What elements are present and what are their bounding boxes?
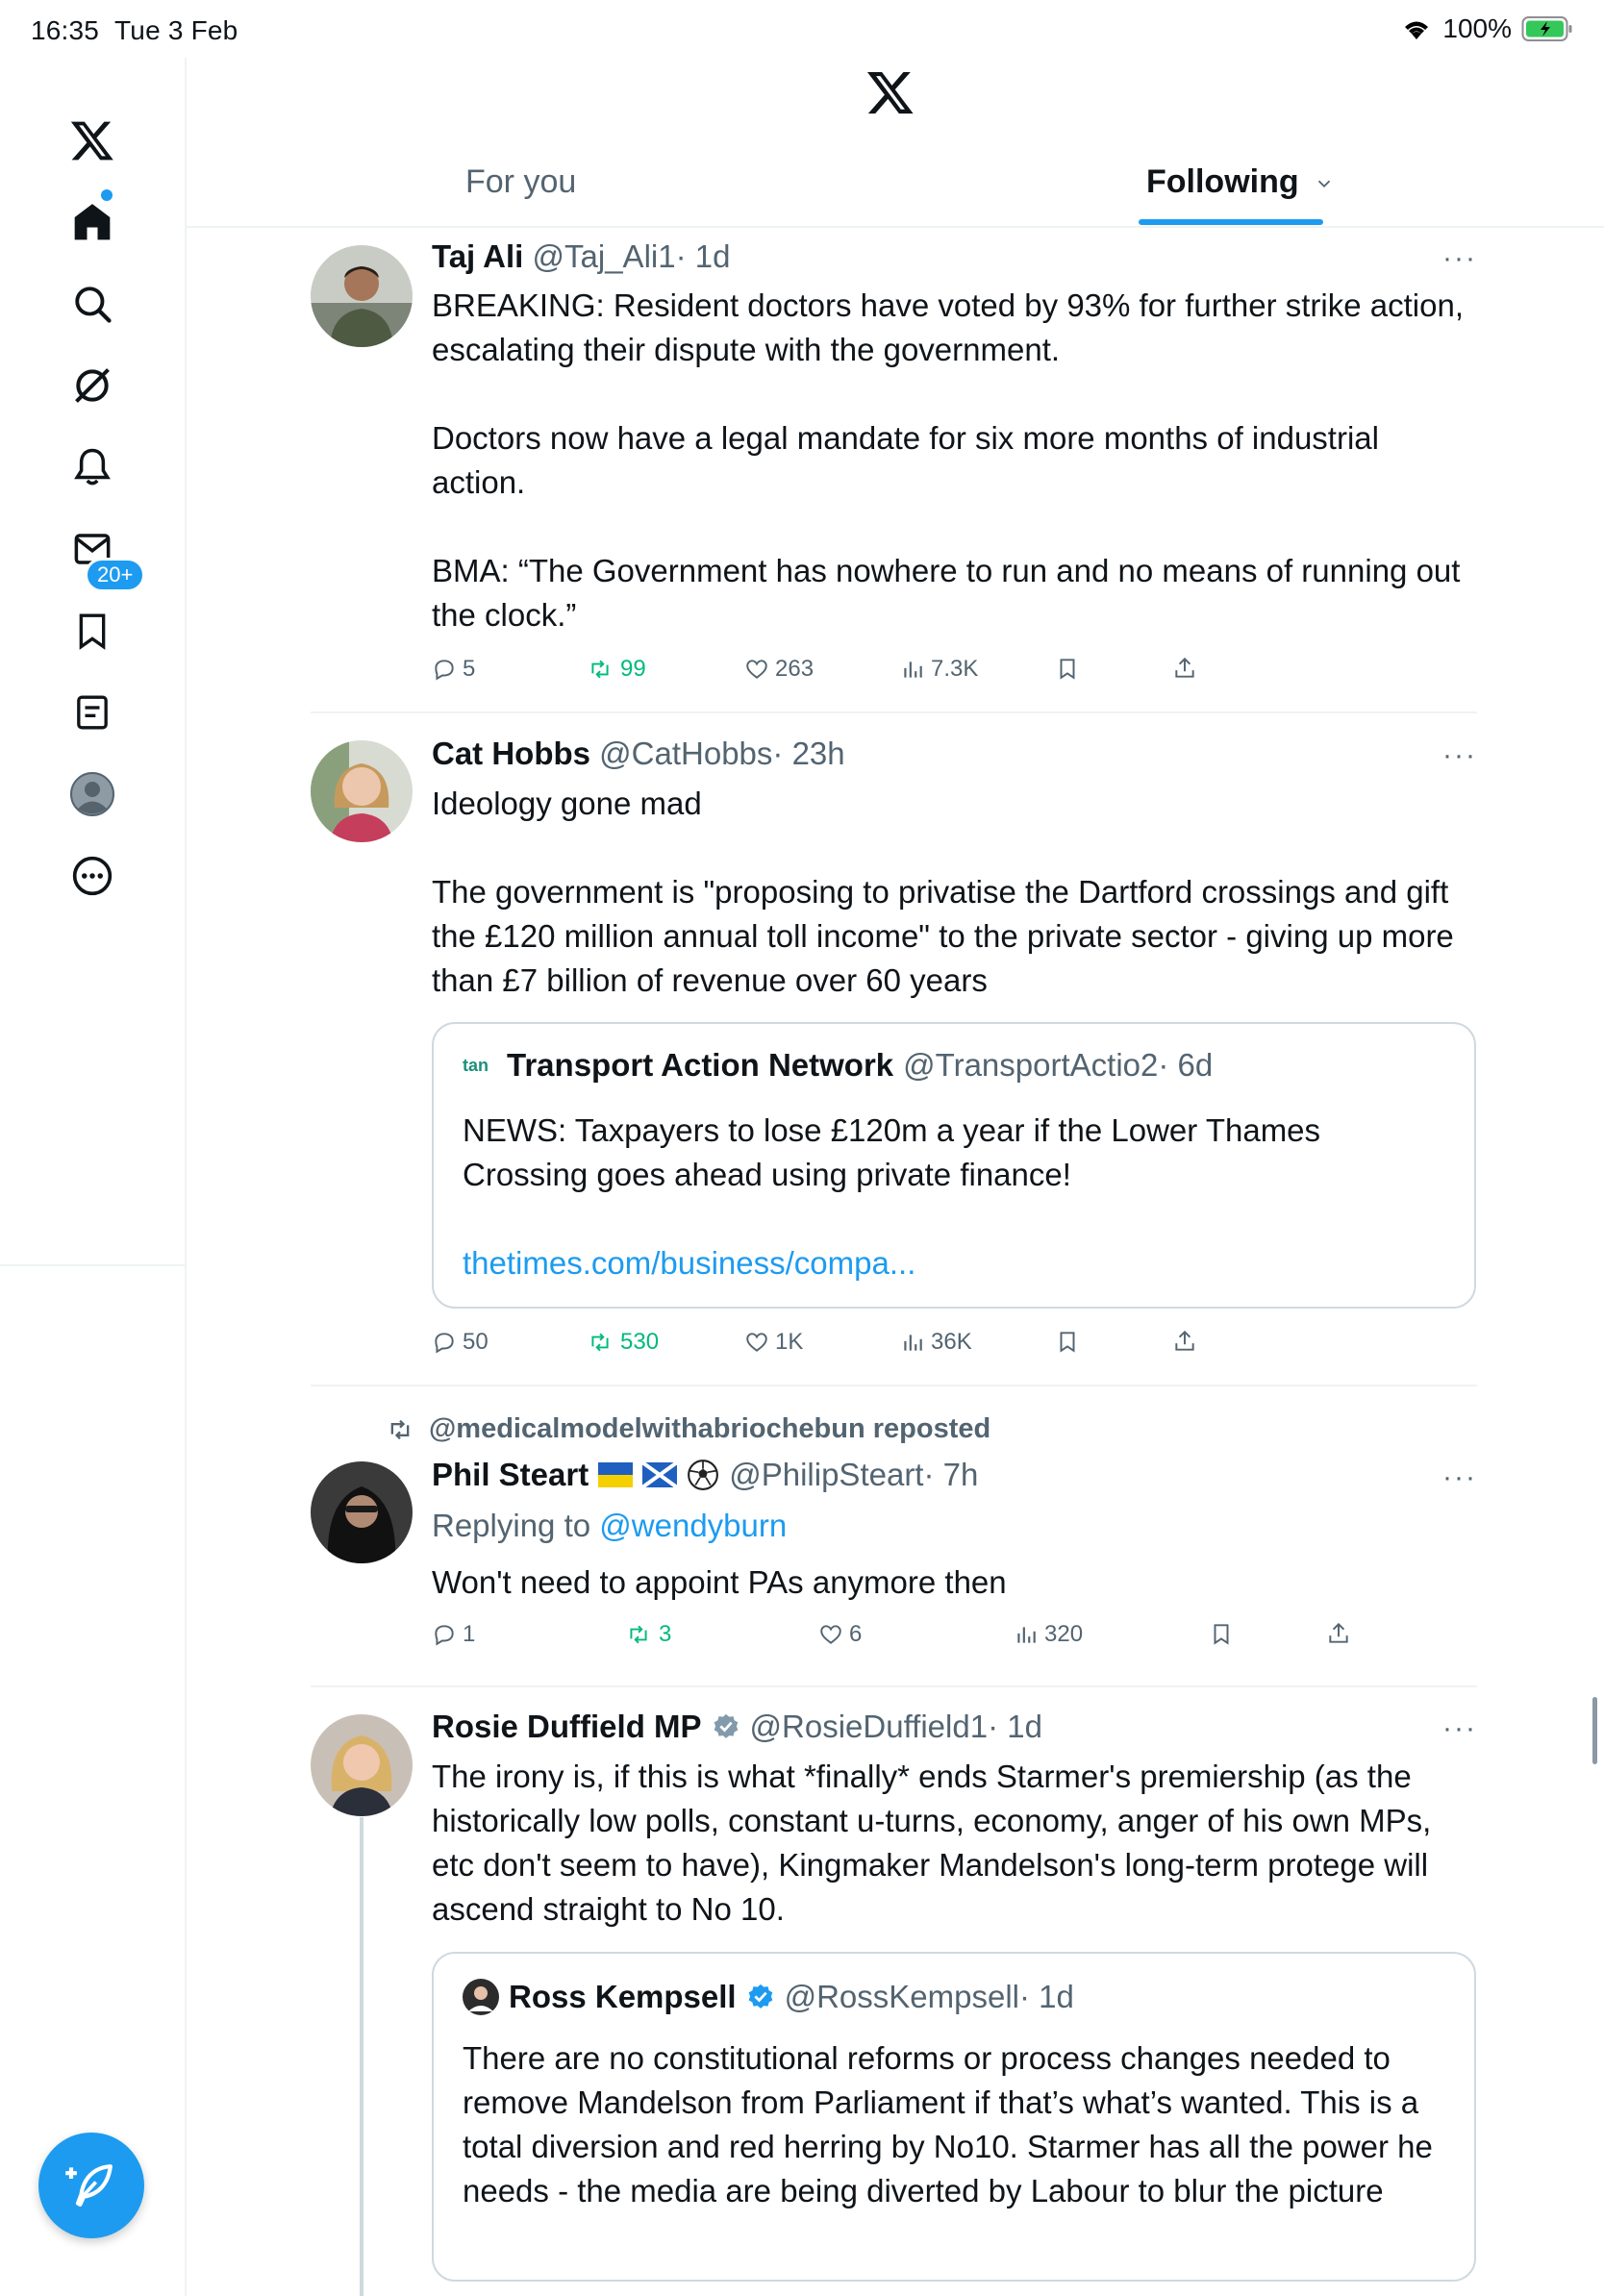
- like-button[interactable]: [818, 1621, 862, 1648]
- grok-icon[interactable]: [58, 351, 127, 420]
- bookmark-icon: [1055, 656, 1080, 681]
- quoted-tweet-author[interactable]: [463, 1047, 1213, 1084]
- views-button[interactable]: [900, 1329, 972, 1356]
- analytics-icon: [900, 1330, 925, 1355]
- tweet-author[interactable]: [432, 736, 845, 772]
- author-handle[interactable]: @Taj_Ali1: [532, 238, 676, 274]
- repost-icon: [385, 1416, 415, 1443]
- wifi-icon: [1400, 16, 1433, 41]
- views-button[interactable]: [900, 656, 978, 683]
- repost-button[interactable]: [586, 656, 646, 683]
- header-divider: [187, 226, 1604, 228]
- reply-button[interactable]: [432, 1621, 475, 1648]
- like-button[interactable]: [744, 1329, 803, 1356]
- author-name[interactable]: Taj Ali: [432, 238, 524, 274]
- quoted-tweet-text: There are no constitutional reforms or process changes needed to remove Mandelson from Parliament if that’s what’s wanted. This is a total diversion and red herring by No10. Starmer has all the power he needs - the media are being diverted by Labour to blur the picture: [463, 2040, 1442, 2209]
- bell-icon[interactable]: [58, 433, 127, 502]
- quoted-tweet-link[interactable]: thetimes.com/business/compa...: [463, 1245, 916, 1281]
- reply-icon: [432, 1622, 457, 1647]
- more-options-icon[interactable]: ···: [1442, 739, 1477, 771]
- like-count: 6: [849, 1621, 863, 1647]
- soccer-ball-icon: [687, 1459, 719, 1491]
- notifications-badge: 20+: [85, 558, 145, 592]
- repost-icon: [624, 1622, 653, 1647]
- battery-charging-icon: [1521, 15, 1573, 42]
- replying-to-handle[interactable]: @wendyburn: [599, 1508, 788, 1543]
- repost-button[interactable]: [586, 1329, 659, 1356]
- thread-line: [360, 1817, 363, 2296]
- reply-button[interactable]: [432, 656, 475, 683]
- tab-following-label: Following: [1146, 163, 1299, 200]
- avatar[interactable]: [311, 245, 413, 347]
- analytics-icon: [1014, 1622, 1039, 1647]
- quoted-tweet[interactable]: [432, 1022, 1476, 1309]
- header-x-logo-icon[interactable]: [865, 67, 915, 122]
- tab-active-indicator: [1139, 219, 1323, 225]
- tan-logo-icon: [463, 1054, 497, 1077]
- tweet-author[interactable]: [432, 1457, 978, 1493]
- repost-count: 530: [620, 1329, 660, 1355]
- repost-icon: [586, 657, 614, 682]
- bookmark-icon: [1209, 1621, 1234, 1646]
- tweet-author[interactable]: [432, 238, 730, 275]
- tweet-divider: [311, 711, 1477, 713]
- quoted-tweet-text: NEWS: Taxpayers to lose £120m a year if the Lower Thames Crossing goes ahead using private finance!: [463, 1112, 1330, 1192]
- reply-icon: [432, 657, 457, 682]
- tweet-time[interactable]: · 23h: [772, 736, 845, 771]
- bookmark-icon[interactable]: [58, 596, 127, 665]
- share-button[interactable]: [1172, 1329, 1197, 1354]
- author-handle[interactable]: @PhilipSteart: [729, 1457, 924, 1492]
- quoted-author-name: Transport Action Network: [507, 1047, 894, 1083]
- tweet-divider: [311, 1385, 1477, 1386]
- reply-count: 1: [463, 1621, 476, 1647]
- tweet-text: The irony is, if this is what *finally* ends Starmer's premiership (as the historically low polls, constant u-turns, economy, anger of his own MPs, etc don't seem to have), Kingmaker Mandelson's long-term protege will ascend straight to No 10.: [432, 1759, 1441, 1927]
- share-button[interactable]: [1326, 1621, 1351, 1646]
- avatar[interactable]: [311, 740, 413, 842]
- tweet-divider: [311, 1685, 1477, 1687]
- home-notification-dot: [101, 189, 113, 201]
- compose-post-button[interactable]: [38, 2133, 144, 2238]
- more-options-icon[interactable]: ···: [1442, 242, 1477, 274]
- avatar[interactable]: [311, 1461, 413, 1563]
- quoted-tweet[interactable]: [432, 1952, 1476, 2282]
- tab-following[interactable]: [1146, 163, 1335, 201]
- author-name[interactable]: Phil Steart: [432, 1457, 589, 1492]
- quoted-time: · 1d: [1019, 1979, 1074, 2014]
- views-count: 36K: [931, 1329, 972, 1355]
- repost-count: 3: [659, 1621, 672, 1647]
- sidebar: [0, 58, 187, 1266]
- quoted-author-name: Ross Kempsell: [509, 1979, 737, 2014]
- search-icon[interactable]: [58, 269, 127, 338]
- sidebar-divider: [185, 1264, 187, 2296]
- share-icon: [1172, 656, 1197, 681]
- share-icon: [1172, 1329, 1197, 1354]
- tweet-text: Won't need to appoint PAs anymore then: [432, 1564, 1007, 1600]
- share-icon: [1326, 1621, 1351, 1646]
- author-handle[interactable]: @RosieDuffield1: [749, 1709, 989, 1744]
- verified-badge-icon: [746, 1983, 775, 2011]
- home-icon[interactable]: [58, 187, 127, 257]
- quoted-avatar: [463, 1979, 499, 2015]
- status-bar-right: [1400, 13, 1573, 44]
- scrollbar[interactable]: [1592, 1697, 1597, 1764]
- heart-icon: [744, 1330, 769, 1355]
- quoted-author-handle: @RossKempsell: [784, 1979, 1019, 2014]
- repost-count: 99: [620, 656, 646, 682]
- bookmark-button[interactable]: [1055, 1329, 1080, 1354]
- scotland-flag-icon: [642, 1462, 677, 1487]
- author-handle[interactable]: @CatHobbs: [599, 736, 773, 771]
- tweet-time[interactable]: · 1d: [675, 238, 731, 274]
- repost-icon: [586, 1330, 614, 1355]
- bookmark-button[interactable]: [1209, 1621, 1234, 1646]
- profile-icon[interactable]: [58, 760, 127, 829]
- quoted-time: · 6d: [1158, 1047, 1214, 1083]
- x-logo-icon[interactable]: [58, 106, 127, 175]
- author-name[interactable]: Rosie Duffield MP: [432, 1709, 702, 1744]
- views-count: 320: [1044, 1621, 1084, 1647]
- reply-button[interactable]: [432, 1329, 489, 1356]
- tweet-text: BREAKING: Resident doctors have voted by 93% for further strike action, escalating their dispute with the government. Doctors now have a legal mandate for six more months of industrial action. BMA: “The Government has nowhere to run and no means of running out the clock.”: [432, 287, 1464, 633]
- svg-text:tan: tan: [463, 1056, 489, 1075]
- more-icon[interactable]: [58, 841, 127, 911]
- share-button[interactable]: [1172, 656, 1197, 681]
- tab-for-you[interactable]: For you: [465, 163, 577, 200]
- more-options-icon[interactable]: ···: [1442, 1712, 1477, 1744]
- more-options-icon[interactable]: ···: [1442, 1461, 1477, 1493]
- like-count: 263: [775, 656, 815, 682]
- verified-badge-icon: [712, 1712, 740, 1741]
- status-bar-time: 16:35 Tue 3 Feb: [31, 15, 238, 45]
- quoted-tweet-author[interactable]: [463, 1979, 1074, 2015]
- battery-percent: 100%: [1442, 13, 1512, 43]
- bookmark-button[interactable]: [1055, 656, 1080, 681]
- quoted-author-handle: @TransportActio2: [903, 1047, 1159, 1083]
- reply-count: 5: [463, 656, 476, 682]
- list-icon[interactable]: [58, 678, 127, 747]
- replying-to: Replying to @wendyburn: [432, 1508, 788, 1543]
- repost-indicator[interactable]: [385, 1413, 990, 1445]
- analytics-icon: [900, 657, 925, 682]
- compose-feather-icon: [64, 2159, 118, 2212]
- views-button[interactable]: [1014, 1621, 1083, 1648]
- tweet-time[interactable]: · 7h: [923, 1457, 979, 1492]
- like-button[interactable]: [744, 656, 814, 683]
- repost-button[interactable]: [624, 1621, 671, 1648]
- reply-icon: [432, 1330, 457, 1355]
- avatar[interactable]: [311, 1714, 413, 1816]
- views-count: 7.3K: [931, 656, 979, 682]
- author-name[interactable]: Cat Hobbs: [432, 736, 590, 771]
- tweet-time[interactable]: · 1d: [988, 1709, 1042, 1744]
- heart-icon: [744, 657, 769, 682]
- chevron-down-icon[interactable]: [1314, 173, 1335, 194]
- heart-icon: [818, 1622, 843, 1647]
- tweet-text: Ideology gone mad The government is "proposing to privatise the Dartford crossings and gift the £120 million annual toll income" to the private sector - giving up more than £7 billion of revenue over 60 years: [432, 786, 1454, 998]
- reply-count: 50: [463, 1329, 489, 1355]
- bookmark-icon: [1055, 1329, 1080, 1354]
- repost-by-label: @medicalmodelwithabriochebun reposted: [429, 1413, 991, 1444]
- like-count: 1K: [775, 1329, 804, 1355]
- tweet-author[interactable]: [432, 1709, 1042, 1745]
- ukraine-flag-icon: [598, 1462, 633, 1487]
